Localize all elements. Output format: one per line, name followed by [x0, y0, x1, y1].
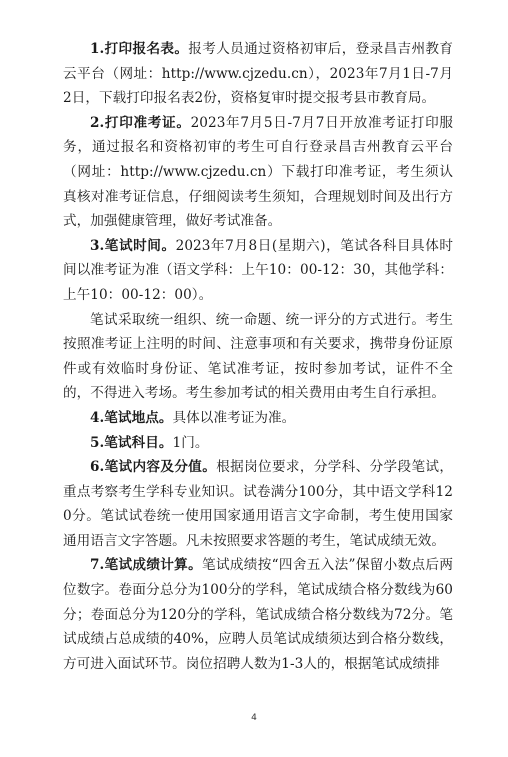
paragraph-heading: 6.笔试内容及分值。	[90, 459, 217, 476]
paragraph-heading: 2.打印准考证。	[90, 114, 191, 131]
paragraph-text: 1门。	[172, 434, 209, 451]
paragraph-text: 2023年7月8日(星期六)，笔试各科目具体时间以准考证为准（语文学科：上午10：00-12：30，其他学科：上午10：00-12：00）。	[63, 237, 453, 303]
paragraph-text: 笔试成绩按“四舍五入法”保留小数点后两位数字。卷面分总分为100分的学科，笔试成绩合格分数线为60分；卷面总分为120分的学科，笔试成绩合格分数线为72分。笔试成绩占总成绩的40%，应聘人员笔试成绩须达到合格分数线，方可进入面试环节。岗位招聘人数为1-3人的，根据笔试成绩排	[63, 557, 453, 672]
paragraph-exam-content-and-score	[63, 455, 453, 553]
paragraph-exam-rules	[63, 308, 453, 406]
paragraph-text: 笔试采取统一组织、统一命题、统一评分的方式进行。考生按照准考证上注明的时间、注意事项和有关要求，携带身份证原件或有效临时身份证、笔试准考证，按时参加考试，证件不全的，不得进入考场。考生参加考试的相关费用由考生自行承担。	[63, 311, 453, 402]
paragraph-text: 具体以准考证为准。	[172, 409, 296, 426]
paragraph-text: 2023年7月5日-7月7日开放准考证打印服务，通过报名和资格初审的考生可自行登录昌吉州教育云平台（网址：http://www.cjzedu.cn）下载打印准考证，考生须认真核对准考证信息，仔细阅读考生须知，合理规划时间及出行方式，加强健康管理，做好考试准备。	[63, 114, 454, 230]
paragraph-exam-time	[63, 234, 453, 308]
paragraph-heading: 5.笔试科目。	[90, 434, 173, 451]
paragraph-heading: 7.笔试成绩计算。	[90, 557, 203, 574]
paragraph-print-admission-ticket	[63, 111, 453, 234]
paragraph-text: 根据岗位要求，分学科、分学段笔试，重点考察考生学科专业知识。试卷满分100分，其中语文学科120分。笔试试卷统一使用国家通用语言文字命制，考生使用国家通用语言文字答题。凡未按照要求答题的考生，笔试成绩无效。	[63, 459, 453, 549]
paragraph-heading: 3.笔试时间。	[90, 237, 176, 254]
page-number: 4	[251, 713, 257, 723]
paragraph-exam-subjects	[63, 431, 453, 456]
paragraph-print-registration-form	[63, 37, 453, 111]
document-body	[63, 37, 453, 676]
paragraph-text: 报考人员通过资格初审后，登录昌吉州教育云平台（网址：http://www.cjzedu.cn），2023年7月1日-7月2日，下载打印报名表2份，资格复审时提交报考县市教育局。	[63, 41, 454, 107]
paragraph-heading: 4.笔试地点。	[90, 409, 173, 426]
paragraph-score-calculation	[63, 553, 453, 676]
paragraph-exam-location	[63, 406, 453, 431]
paragraph-heading: 1.打印报名表。	[90, 41, 189, 57]
